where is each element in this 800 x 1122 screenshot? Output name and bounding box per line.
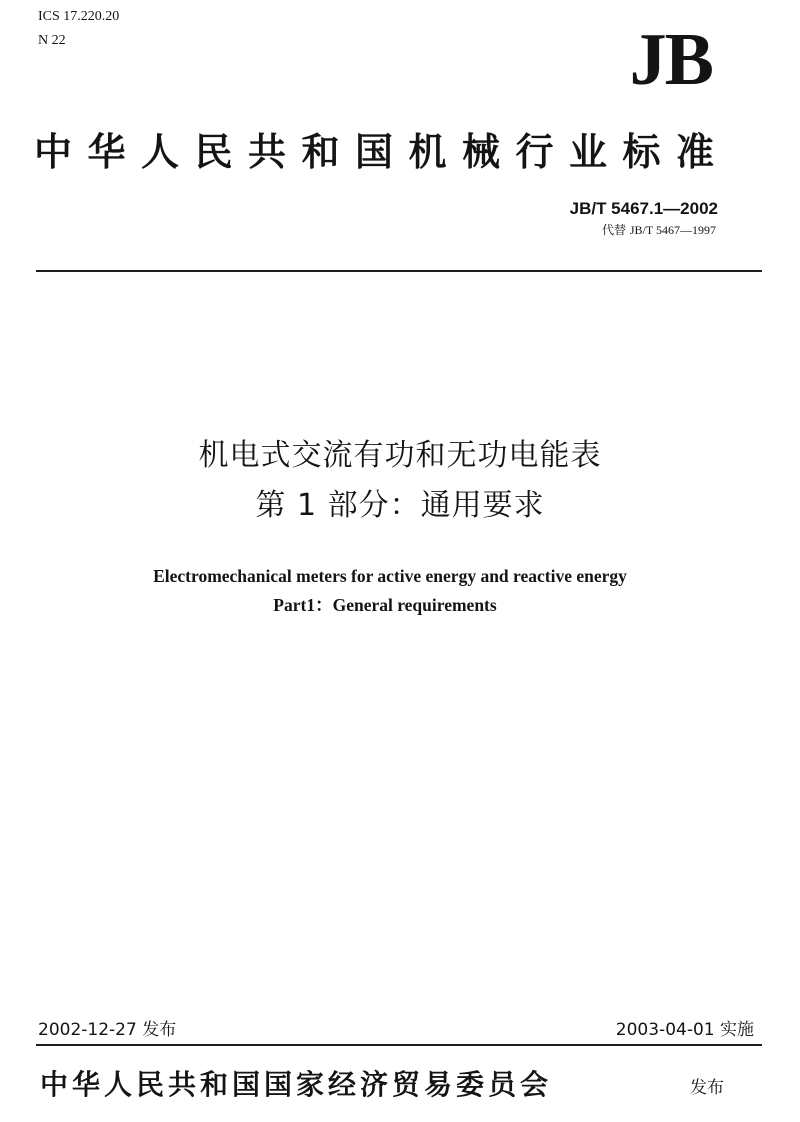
title-english-line-2: Part1：General requirements <box>273 595 497 615</box>
replaces-prefix: 代替 <box>602 223 627 237</box>
standard-number: JB/T 5467.1—2002 <box>569 199 718 218</box>
publisher-name: 中华人民共和国国家经济贸易委员会 <box>40 1068 553 1101</box>
standard-category-title: 中华人民共和国机械行业标准 <box>34 130 730 174</box>
replaces-line <box>602 222 716 238</box>
publisher-suffix: 发布 <box>690 1078 724 1098</box>
jb-logo: JB <box>629 19 712 101</box>
issue-date: 2002-12-27 发布 <box>38 1020 177 1040</box>
title-english-line-1: Electromechanical meters for active energy and reactive energy <box>153 566 627 586</box>
replaces-code: JB/T 5467—1997 <box>629 223 716 237</box>
title-chinese-line-1: 机电式交流有功和无功电能表 <box>198 438 602 473</box>
header-divider <box>36 270 762 272</box>
implementation-date: 2003-04-01 实施 <box>615 1020 754 1040</box>
ccs-code: N 22 <box>38 33 66 48</box>
footer-divider <box>36 1044 762 1046</box>
ics-code: ICS 17.220.20 <box>38 9 120 24</box>
title-chinese-line-2: 第 1 部分：通用要求 <box>255 488 545 523</box>
